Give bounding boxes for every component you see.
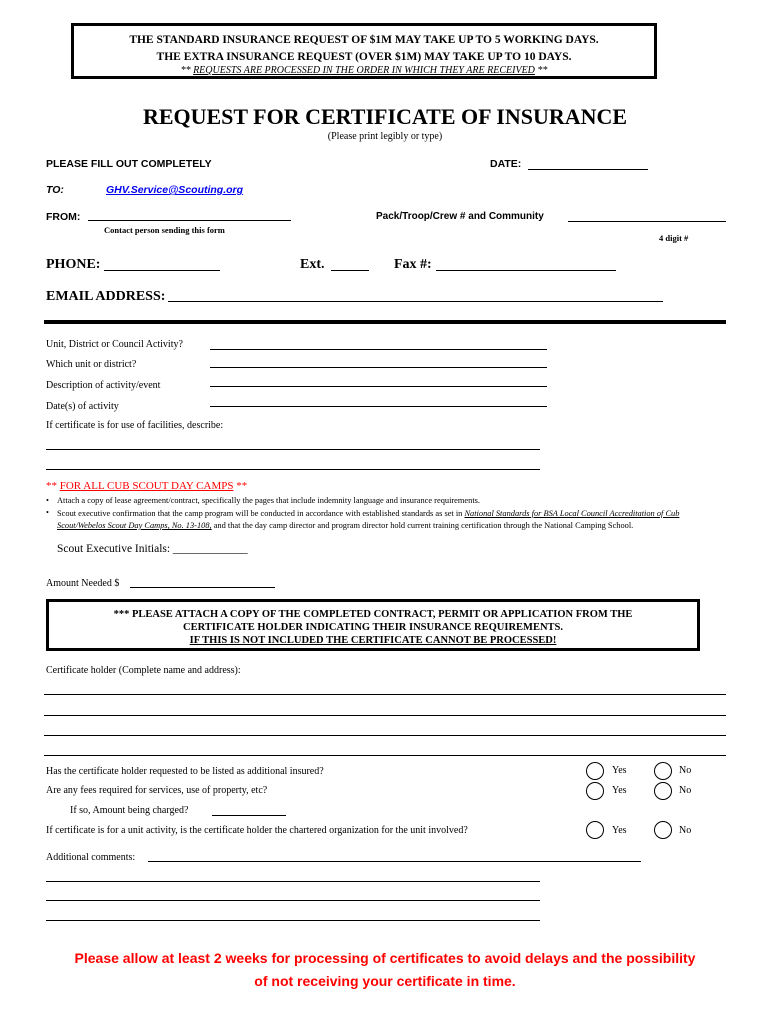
notice-line-3: ** REQUESTS ARE PROCESSED IN THE ORDER IN WHICH THEY ARE RECEIVED ** xyxy=(180,65,548,76)
comments-line-3[interactable] xyxy=(46,900,540,901)
notice-line-2: THE EXTRA INSURANCE REQUEST (OVER $1M) MAY TAKE UP TO 10 DAYS. xyxy=(156,51,572,63)
additional-insured-no-radio[interactable] xyxy=(654,762,672,780)
attach-notice-line-2: CERTIFICATE HOLDER INDICATING THEIR INSURANCE REQUIREMENTS. xyxy=(182,622,564,633)
activity-answer-4[interactable] xyxy=(210,406,547,407)
fees-no-label: No xyxy=(679,785,692,796)
attach-contract-notice xyxy=(46,599,700,651)
processing-warning-line-2: of not receiving your certificate in time. xyxy=(254,973,516,989)
comments-line-1[interactable] xyxy=(148,861,641,862)
additional-comments-label: Additional comments: xyxy=(46,852,136,863)
bullet-dot-1: • xyxy=(46,496,49,505)
phone-label: PHONE: xyxy=(46,257,101,272)
additional-insured-no-label: No xyxy=(679,765,692,776)
cub-scout-heading: ** FOR ALL CUB SCOUT DAY CAMPS ** xyxy=(46,480,248,492)
date-label: DATE: xyxy=(490,158,522,170)
processing-time-notice xyxy=(71,23,657,79)
to-label: TO: xyxy=(46,184,64,196)
activity-question-5: If certificate is for use of facilities, describe: xyxy=(46,420,224,431)
holder-address-line-4[interactable] xyxy=(44,755,726,756)
bullet-dot-2: • xyxy=(46,508,49,517)
comments-line-2[interactable] xyxy=(46,881,540,882)
pack-troop-crew-label: Pack/Troop/Crew # and Community xyxy=(376,211,544,222)
amount-needed-field[interactable] xyxy=(130,587,275,588)
amount-needed-label: Amount Needed $ xyxy=(46,578,120,589)
digit-hint: 4 digit # xyxy=(659,233,689,243)
facilities-answer-line-1[interactable] xyxy=(46,449,540,450)
page-title: REQUEST FOR CERTIFICATE OF INSURANCE xyxy=(142,104,628,129)
section-divider xyxy=(44,320,726,324)
activity-question-2: Which unit or district? xyxy=(46,359,137,370)
attach-notice-line-1: *** PLEASE ATTACH A COPY OF THE COMPLETED CONTRACT, PERMIT OR APPLICATION FROM THE xyxy=(113,609,633,620)
facilities-answer-line-2[interactable] xyxy=(46,469,540,470)
additional-insured-yes-radio[interactable] xyxy=(586,762,604,780)
holder-address-line-2[interactable] xyxy=(44,715,726,716)
date-field[interactable] xyxy=(528,169,648,170)
certificate-holder-label: Certificate holder (Complete name and address): xyxy=(46,665,241,676)
amount-charged-label: If so, Amount being charged? xyxy=(70,805,189,816)
chartered-org-question: If certificate is for a unit activity, is the certificate holder the chartered organization for the unit involved? xyxy=(46,825,468,836)
fill-out-instruction: PLEASE FILL OUT COMPLETELY xyxy=(46,158,212,170)
activity-answer-1[interactable] xyxy=(210,349,547,350)
fees-yes-radio[interactable] xyxy=(586,782,604,800)
ext-field[interactable] xyxy=(331,270,369,271)
activity-answer-3[interactable] xyxy=(210,386,547,387)
fees-question: Are any fees required for services, use of property, etc? xyxy=(46,785,268,796)
from-label: FROM: xyxy=(46,211,81,223)
activity-question-3: Description of activity/event xyxy=(46,380,161,391)
amount-charged-field[interactable] xyxy=(212,815,286,816)
fees-yes-label: Yes xyxy=(612,785,627,796)
additional-insured-yes-label: Yes xyxy=(612,765,627,776)
pack-troop-crew-field[interactable] xyxy=(568,221,726,222)
from-field[interactable] xyxy=(88,220,291,221)
email-field[interactable] xyxy=(168,301,663,302)
fax-label: Fax #: xyxy=(394,257,432,272)
phone-field[interactable] xyxy=(104,270,220,271)
recipient-email-link[interactable]: GHV.Service@Scouting.org xyxy=(106,184,244,196)
holder-address-line-3[interactable] xyxy=(44,735,726,736)
chartered-org-yes-radio[interactable] xyxy=(586,821,604,839)
fees-no-radio[interactable] xyxy=(654,782,672,800)
comments-line-4[interactable] xyxy=(46,920,540,921)
cub-bullet-lease: Attach a copy of lease agreement/contract, specifically the pages that include indemnity language and insurance requirements. xyxy=(57,496,480,505)
email-label: EMAIL ADDRESS: xyxy=(46,289,166,304)
activity-question-1: Unit, District or Council Activity? xyxy=(46,339,183,350)
notice-line-1: THE STANDARD INSURANCE REQUEST OF $1M MAY TAKE UP TO 5 WORKING DAYS. xyxy=(129,34,599,46)
activity-question-4: Date(s) of activity xyxy=(46,401,119,412)
additional-insured-question: Has the certificate holder requested to be listed as additional insured? xyxy=(46,766,324,777)
cub-bullet-confirmation: Scout executive confirmation that the camp program will be conducted in accordance with established standards as set in National Standards for BSA Local Council Accreditation of Cub Scout/Webelos Scout Day Camps, No. 13-108, and that the day camp director and program director hold current training certification through the National Camping School. xyxy=(57,509,680,530)
chartered-org-no-label: No xyxy=(679,825,692,836)
fax-field[interactable] xyxy=(436,270,616,271)
activity-answer-2[interactable] xyxy=(210,367,547,368)
processing-warning-line-1: Please allow at least 2 weeks for processing of certificates to avoid delays and the possibility xyxy=(74,950,696,966)
chartered-org-yes-label: Yes xyxy=(612,825,627,836)
holder-address-line-1[interactable] xyxy=(44,694,726,695)
chartered-org-no-radio[interactable] xyxy=(654,821,672,839)
attach-notice-line-3: IF THIS IS NOT INCLUDED THE CERTIFICATE CANNOT BE PROCESSED! xyxy=(189,635,557,646)
from-hint: Contact person sending this form xyxy=(104,225,225,235)
scout-executive-initials[interactable]: Scout Executive Initials: _____________ xyxy=(57,543,248,555)
ext-label: Ext. xyxy=(300,257,325,272)
page-subtitle: (Please print legibly or type) xyxy=(327,131,443,142)
